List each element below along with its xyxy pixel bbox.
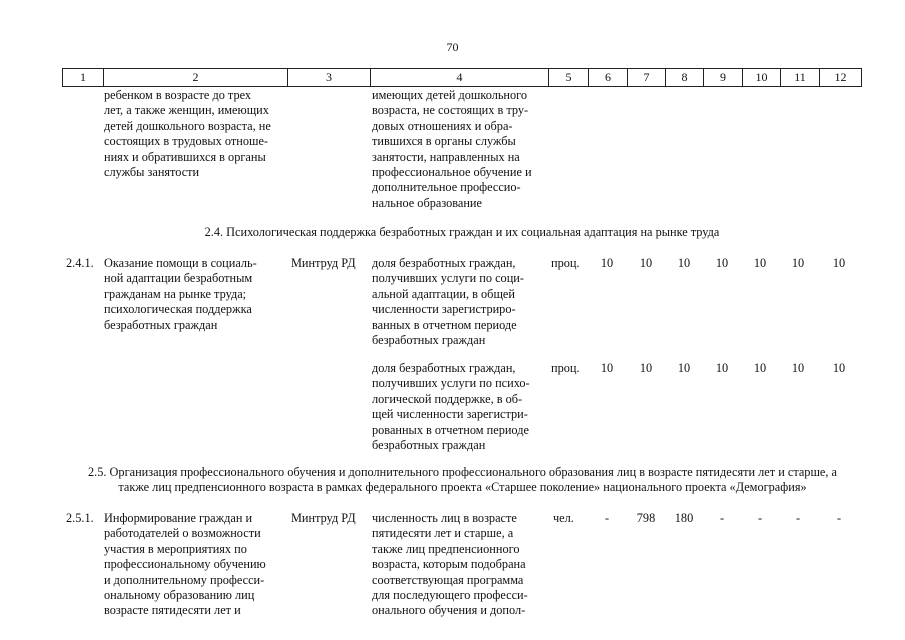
header-col-9: 9	[703, 69, 742, 86]
value-cell: 10	[791, 256, 805, 270]
page-number: 70	[446, 40, 459, 54]
value-cell: -	[836, 511, 842, 525]
section-heading-2-5: 2.5. Организация профессионального обучения и дополнительного профессионального образования лиц в возрасте пятидесяти лет и старше, а также лиц предпенсионного возраста в рамках федерального проекта «Старшее поколение» национального проекта «Демография»	[88, 465, 837, 495]
value-cell: 10	[639, 361, 653, 375]
value-cell: 10	[791, 361, 805, 375]
continued-description: ребенком в возрасте до трех лет, а также женщин, имеющих детей дошкольного возраста, не состоящих в трудовых отноше- ниях и обратившихся в органы службы занятости	[104, 88, 271, 180]
value-cell: -	[757, 511, 763, 525]
indicator-text: численность лиц в возрасте пятидесяти лет и старше, а также лиц предпенсионного возраста, которым подобрана соответствующая программа для последующего професси- онального обучения и допол-	[372, 511, 528, 618]
unit-label: чел.	[553, 511, 574, 525]
header-col-5: 5	[548, 69, 588, 86]
unit-label: проц.	[551, 361, 580, 375]
value-cell: 10	[832, 361, 846, 375]
value-cell: 10	[677, 256, 691, 270]
header-col-8: 8	[665, 69, 703, 86]
value-cell: 180	[674, 511, 694, 525]
table-header-row	[62, 68, 862, 87]
header-col-10: 10	[742, 69, 780, 86]
value-cell: 10	[832, 256, 846, 270]
responsible-agency: Минтруд РД	[291, 256, 356, 270]
header-col-1: 1	[62, 69, 103, 86]
value-cell: 10	[600, 361, 614, 375]
header-col-6: 6	[588, 69, 627, 86]
row-number: 2.4.1.	[66, 256, 94, 270]
value-cell: 798	[636, 511, 656, 525]
header-col-7: 7	[627, 69, 665, 86]
unit-label: проц.	[551, 256, 580, 270]
header-col-11: 11	[780, 69, 819, 86]
indicator-text: доля безработных граждан, получивших услуги по психо- логической поддержке, в об- щей численности зарегистри- рованных в отчетном периоде безработных граждан	[372, 361, 530, 453]
header-col-4: 4	[370, 69, 548, 86]
header-col-12: 12	[819, 69, 862, 86]
row-description: Информирование граждан и работодателей о возможности участия в мероприятиях по профессиональному обучению и дополнительному професси- ональному образованию лиц возрасте пятидесяти лет и	[104, 511, 266, 618]
value-cell: 10	[715, 361, 729, 375]
value-cell: 10	[715, 256, 729, 270]
value-cell: 10	[600, 256, 614, 270]
header-col-3: 3	[287, 69, 370, 86]
section-heading-2-4: 2.4. Психологическая поддержка безработных граждан и их социальная адаптация на рынке труда	[204, 225, 720, 239]
row-description: Оказание помощи в социаль- ной адаптации безработным гражданам на рынке труда; психологическая поддержка безработных граждан	[104, 256, 257, 332]
responsible-agency: Минтруд РД	[291, 511, 356, 525]
value-cell: 10	[677, 361, 691, 375]
row-number: 2.5.1.	[66, 511, 94, 525]
value-cell: -	[604, 511, 610, 525]
value-cell: -	[719, 511, 725, 525]
value-cell: 10	[753, 361, 767, 375]
value-cell: 10	[753, 256, 767, 270]
header-col-2: 2	[103, 69, 287, 86]
indicator-text: доля безработных граждан, получивших услуги по соци- альной адаптации, в общей численности зарегистриро- ванных в отчетном периоде безработных граждан	[372, 256, 524, 348]
continued-indicator: имеющих детей дошкольного возраста, не состоящих в тру- довых отношениях и обра- тившихся в органы службы занятости, направленных на профессиональное обучение и дополнительное профессио- нальное образование	[372, 88, 532, 210]
value-cell: -	[795, 511, 801, 525]
value-cell: 10	[639, 256, 653, 270]
